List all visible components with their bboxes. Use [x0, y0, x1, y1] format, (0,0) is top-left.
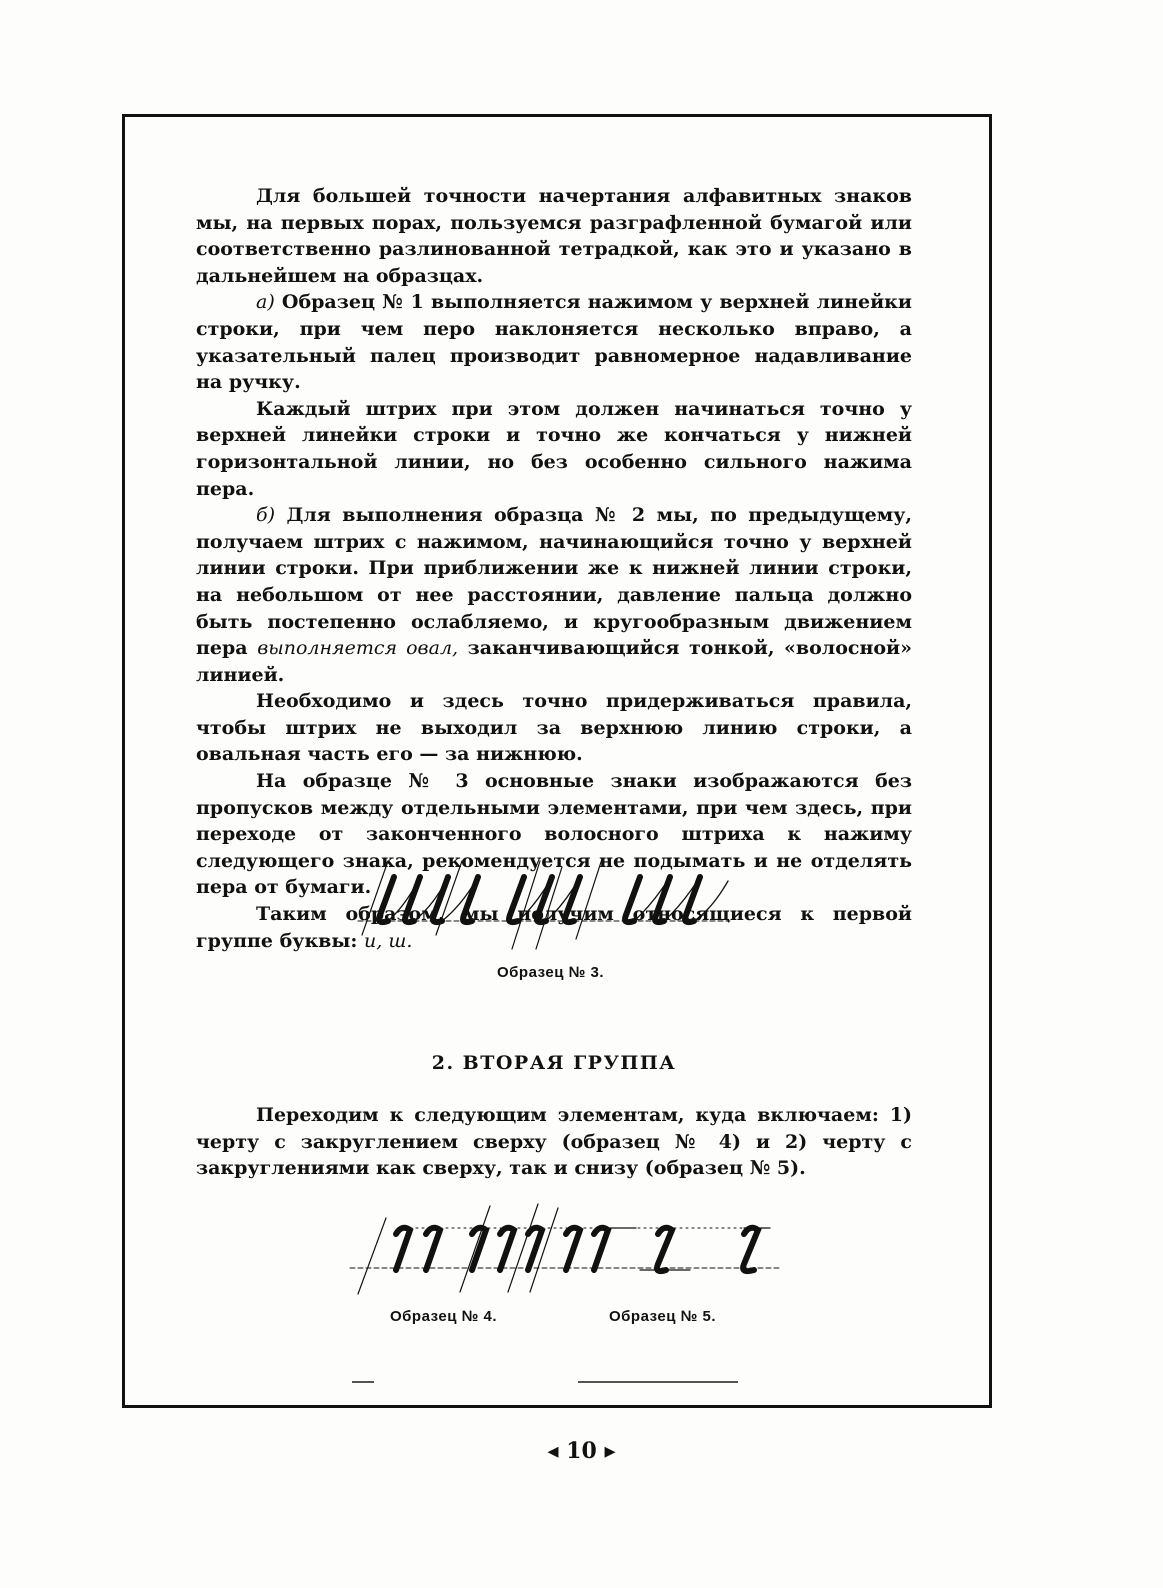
paragraph-b-text-after: заканчивающийся тонкой, «волосной» линией.: [196, 637, 912, 686]
stroke-3: [433, 877, 448, 922]
sample4-stroke-7: [594, 1228, 608, 1270]
section-text: [196, 1102, 912, 1182]
sample4-stroke-1: [396, 1228, 410, 1270]
paragraph-marker-a: а): [256, 291, 275, 314]
footer-rule-left: [352, 1381, 374, 1383]
sample4-stroke-6: [566, 1228, 580, 1270]
section-paragraph: Переходим к следующим элементам, куда включаем: 1) черту с закруглением сверху (образец № 4) и 2) черту с закруглениями как сверху, так и снизу (образец № 5).: [196, 1104, 912, 1180]
stroke-9: [655, 877, 670, 922]
guide-slant: [460, 1206, 490, 1292]
guide-slant: [576, 859, 602, 939]
sample-3-caption: Образец № 3.: [497, 964, 605, 981]
guide-slant: [358, 1218, 386, 1294]
stroke-8: [625, 877, 640, 922]
stroke-6: [537, 877, 552, 922]
sample4-stroke-3: [472, 1228, 486, 1270]
paragraph-b-text-before: Для выполнения образца № 2 мы, по предыдущему, получаем штрих с нажимом, начинающийся точно у верхней линии строки. При приближении же к нижней линии строки, на небольшом от нее расстоянии, давление пальца должно быть постепенно ослабляемо, и кругообразным движением пера: [196, 504, 912, 660]
stroke-10: [685, 877, 700, 922]
page-number: ◂ 10 ▸: [547, 1438, 616, 1464]
sample-5-caption: Образец № 5.: [609, 1308, 717, 1325]
paragraph-b-emphasis: выполняется овал,: [257, 637, 459, 660]
sample-3-calligraphy: [350, 855, 750, 955]
sample-4-caption: Образец № 4.: [390, 1308, 498, 1325]
paragraph-7-text-before: Таким образом, мы получим относящиеся к первой группе буквы:: [196, 903, 912, 952]
paragraph-3: Каждый штрих при этом должен начинаться точно у верхней линейки строки и точно же кончаться у нижней горизонтальной линии, но без особенно сильного нажима пера.: [196, 397, 912, 500]
body-text: [196, 183, 912, 954]
sample4-stroke-4: [500, 1228, 514, 1270]
stroke-4: [463, 877, 478, 922]
paragraph-a: [196, 289, 912, 395]
paragraph-a-text: Образец № 1 выполняется нажимом у верхней линейки строки, при чем перо наклоняется несколько вправо, а указательный палец производит равномерное надавливание на ручку.: [196, 291, 912, 394]
stroke-5: [509, 877, 524, 922]
sample5-stroke-2: [743, 1228, 758, 1271]
sample5-stroke-1: [657, 1228, 672, 1271]
section-title: 2. ВТОРАЯ ГРУППА: [431, 1052, 677, 1074]
footer-rule-right: [578, 1381, 738, 1383]
paragraph-1: Для большей точности начертания алфавитных знаков мы, на первых порах, пользуемся разграфленной бумагой или соответственно разлинованной тетрадкой, как это и указано в дальнейшем на образцах.: [196, 185, 912, 287]
paragraph-7-emphasis: и, ш.: [364, 929, 413, 952]
paragraph-b: [196, 502, 912, 688]
stroke-7: [565, 877, 580, 922]
samples-4-5-calligraphy: [340, 1198, 790, 1298]
paragraph-marker-b: б): [256, 504, 276, 527]
sample4-stroke-2: [426, 1228, 440, 1270]
paragraph-6: На образце № 3 основные знаки изображаются без пропусков между отдельными элементами, при чем здесь, при переходе от законченного волосного штриха к нажиму следующего знака, рекомендуется не подымать и не отделять пера от бумаги.: [196, 770, 912, 899]
paragraph-5: Необходимо и здесь точно придерживаться правила, чтобы штрих не выходил за верхнюю линию строки, а овальная часть его — за нижнюю.: [196, 690, 912, 766]
stroke-1: [379, 877, 394, 922]
